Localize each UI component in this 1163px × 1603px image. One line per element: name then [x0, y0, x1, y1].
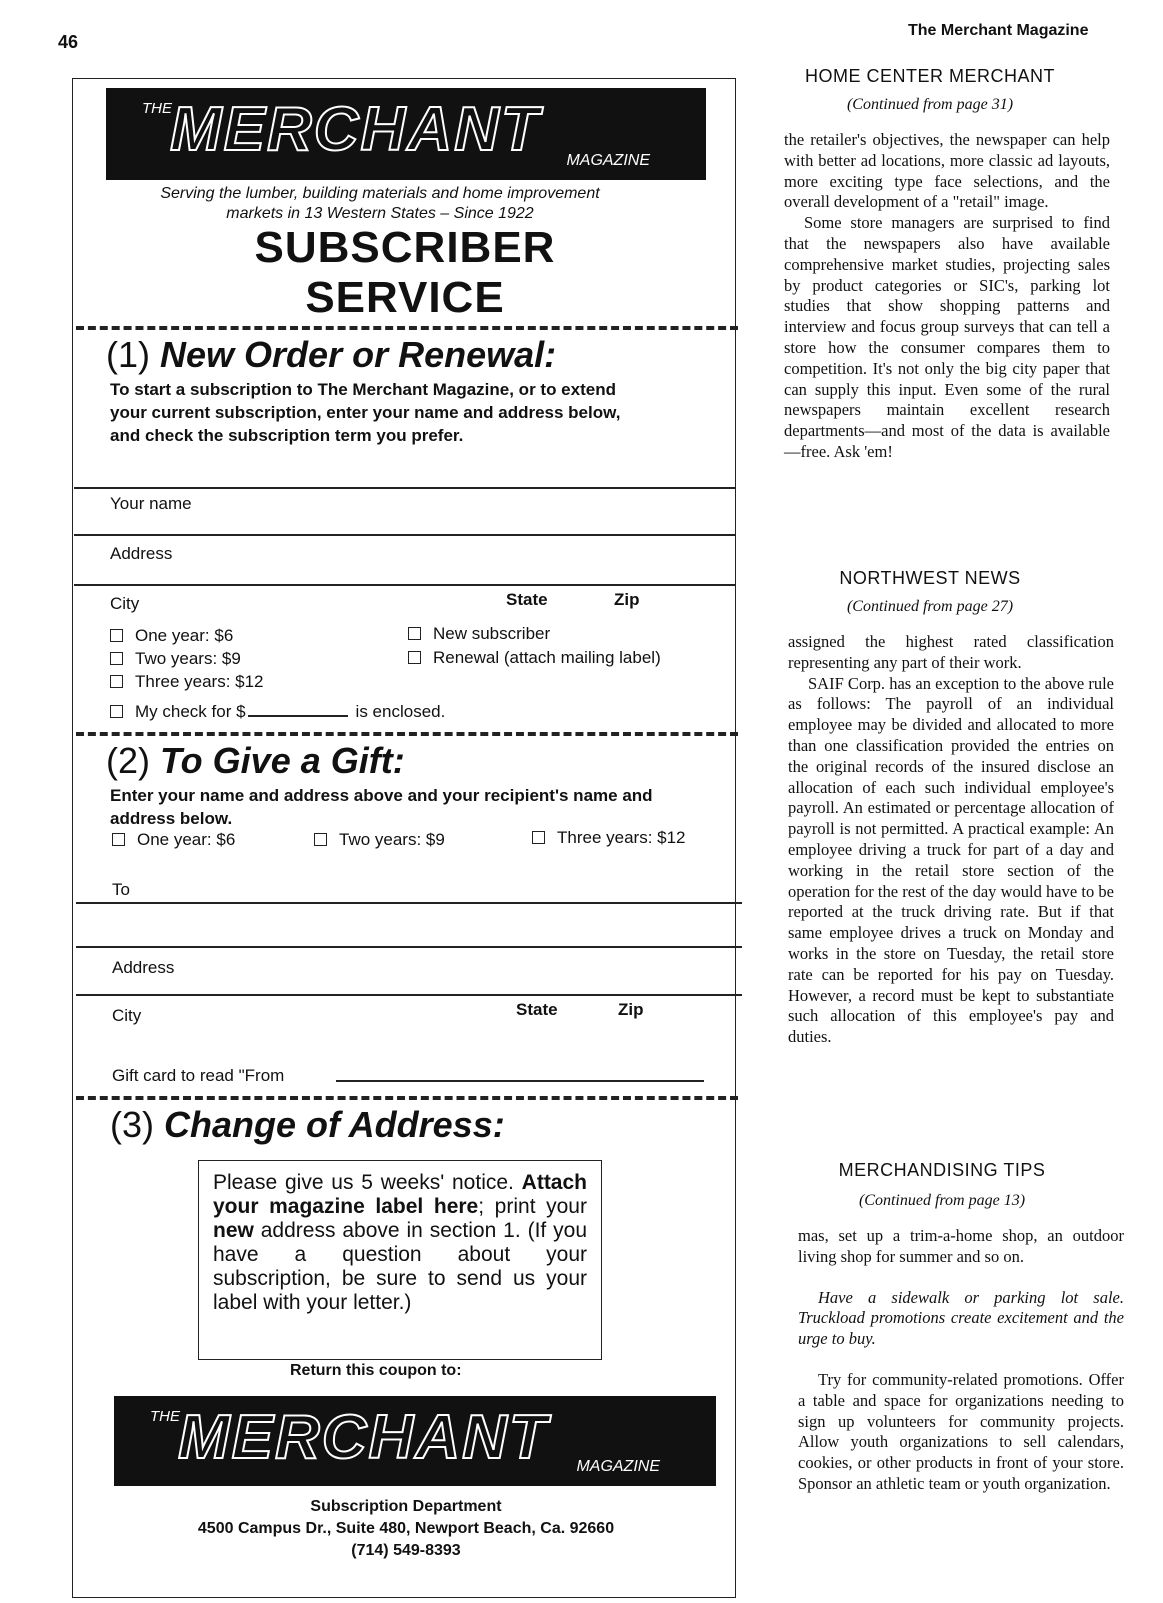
gift-address-label: Address — [112, 958, 175, 977]
option-three-years[interactable] — [110, 672, 264, 692]
checkbox[interactable] — [408, 627, 421, 640]
check-label-end: is enclosed. — [355, 702, 446, 721]
heading-merchandising-tips: MERCHANDISING TIPS — [838, 1160, 1046, 1180]
gift-state-label: State — [516, 1000, 558, 1019]
rule — [76, 994, 742, 996]
continued-home-center: (Continued from page 31) — [846, 96, 1014, 113]
option-label: Three years: $12 — [557, 828, 686, 847]
section-1-text-1: To start a subscription to The Merchant Magazine, or to extend — [110, 380, 616, 399]
paragraph: Try for community-related promotions. Offer a table and space for organizations needing to sign up volunteers for community projects. Allow youth organizations to sell calendars, cookies, or other products in front of your store. Sponsor an athletic team or youth organization. — [798, 1369, 1124, 1493]
section-1-text-3: and check the subscription term you prefer. — [110, 426, 464, 445]
city-label: City — [110, 594, 140, 613]
phone-number: (714) 549-8393 — [351, 1542, 461, 1559]
heading-northwest: NORTHWEST NEWS — [839, 568, 1021, 588]
paragraph: mas, set up a trim-a-home shop, an outdoor living shop for summer and so on. — [798, 1226, 1124, 1266]
subscription-department: Subscription Department — [310, 1498, 502, 1515]
logo-the: THE — [142, 100, 172, 117]
option-label: One year: $6 — [135, 626, 234, 645]
option-label: Two years: $9 — [339, 830, 445, 849]
tagline-line-2: markets in 13 Western States – Since 1922 — [226, 205, 534, 222]
section-2-text-2: address below. — [110, 809, 233, 828]
paragraph: Have a sidewalk or parking lot sale. Truckload promotions create excitement and the urge to buy. — [798, 1287, 1124, 1349]
state-label: State — [506, 590, 548, 609]
to-label: To — [112, 880, 130, 899]
logo-magazine: MAGAZINE — [566, 152, 650, 169]
heading-home-center: HOME CENTER MERCHANT — [804, 66, 1055, 86]
notice-text-3: address above in section 1. (If you have a question about your subscription, be sure to send us your label with your letter.) — [213, 1219, 587, 1314]
check-label: My check for $ — [135, 702, 246, 721]
running-head: The Merchant Magazine — [908, 22, 1089, 39]
checkbox[interactable] — [110, 675, 123, 688]
gift-card-label: Gift card to read "From — [112, 1066, 285, 1085]
gift-option-three-years[interactable] — [532, 828, 686, 848]
section-1-number: (1) — [106, 334, 150, 375]
cut-line — [76, 1096, 738, 1100]
section-2-text-1: Enter your name and address above and your recipient's name and — [110, 786, 653, 805]
cut-line — [76, 732, 738, 736]
paragraph: assigned the highest rated classification representing any part of their work. — [788, 632, 1114, 672]
checkbox[interactable] — [532, 831, 545, 844]
rule — [76, 902, 742, 904]
option-one-year[interactable] — [110, 626, 233, 646]
option-check-enclosed[interactable] — [110, 702, 445, 722]
gift-option-one-year[interactable] — [112, 830, 235, 850]
gift-zip-label: Zip — [618, 1000, 644, 1019]
gift-card-line[interactable] — [336, 1080, 704, 1082]
rule — [76, 946, 742, 948]
option-label: New subscriber — [433, 624, 551, 643]
address-label: Address — [110, 544, 173, 563]
checkbox[interactable] — [110, 705, 123, 718]
notice-text-2: Attach your magazine label here — [213, 1171, 587, 1218]
checkbox[interactable] — [110, 629, 123, 642]
rule — [74, 487, 736, 489]
article-home-center — [784, 130, 1110, 463]
section-2-title: To Give a Gift: — [160, 740, 405, 781]
option-label: Two years: $9 — [135, 649, 241, 668]
notice-text-new: new — [213, 1219, 254, 1242]
continued-merchandising-tips: (Continued from page 13) — [858, 1192, 1026, 1209]
option-two-years[interactable] — [110, 649, 241, 669]
option-new-subscriber[interactable] — [408, 624, 550, 644]
article-merchandising-tips — [798, 1226, 1124, 1495]
notice-box — [198, 1160, 602, 1360]
continued-northwest: (Continued from page 27) — [846, 598, 1014, 615]
paragraph: SAIF Corp. has an exception to the above rule as follows: The payroll of an individual employee may be divided and allocated to more than one classification provided the entries on the original records of the insured disclose an allocation of each such individual employee's payroll. An estimated or percentage allocation of payroll is not permitted. A practical example: An employee driving a truck for part of a day and working in the retail store section of the operation for the rest of the day would have to be reported at the truck driving rate. But if that same employee drives a truck on Monday and works in the store on Tuesday, the retail store rate can be reported for his pay on Tuesday. However, a record must be kept to substantiate such allocation of this employee's pay and duties. — [788, 673, 1114, 1047]
article-northwest — [788, 632, 1114, 1048]
logo-name: MERCHANT — [170, 95, 541, 164]
section-1-title: New Order or Renewal: — [160, 334, 557, 375]
section-1-heading — [106, 334, 556, 376]
option-label: Three years: $12 — [135, 672, 264, 691]
merchant-logo — [106, 88, 706, 180]
section-3-number: (3) — [110, 1104, 154, 1145]
zip-label: Zip — [614, 590, 640, 609]
section-2-number: (2) — [106, 740, 150, 781]
rule — [74, 584, 736, 586]
check-amount-line[interactable] — [248, 715, 348, 717]
notice-text-2b: ; print your — [478, 1195, 587, 1218]
option-label: Renewal (attach mailing label) — [433, 648, 661, 667]
option-label: One year: $6 — [137, 830, 236, 849]
mailing-address: 4500 Campus Dr., Suite 480, Newport Beach, Ca. 92660 — [197, 1520, 615, 1537]
section-3-title: Change of Address: — [164, 1104, 505, 1145]
rule — [74, 534, 736, 536]
paragraph: the retailer's objectives, the newspaper can help with better ad locations, more classic ad layouts, more exciting type face selections, and the overall development of a "retail" image. — [784, 130, 1110, 212]
notice-text-1: Please give us 5 weeks' notice. — [213, 1171, 514, 1194]
checkbox[interactable] — [110, 652, 123, 665]
paragraph: Some store managers are surprised to find that the newspapers also have available comprehensive market studies, projecting sales by product categories or SIC's, parking lot studies that show shopping patterns and interview and focus group surveys that can tell a store how the consumer compares them to competition. It's not only the big city paper that can supply this input. Even some of the rural newspapers maintain excellent research departments—and most of the data is available—free. Ask 'em! — [784, 213, 1110, 461]
your-name-label: Your name — [110, 494, 192, 513]
section-2-heading — [106, 740, 405, 782]
section-3-heading — [110, 1104, 505, 1146]
logo-magazine: MAGAZINE — [576, 1458, 660, 1475]
checkbox[interactable] — [408, 651, 421, 664]
logo-the: THE — [150, 1408, 180, 1425]
logo-name: MERCHANT — [178, 1403, 549, 1472]
return-coupon-to: Return this coupon to: — [290, 1362, 462, 1379]
title-service: SERVICE — [305, 273, 505, 322]
gift-option-two-years[interactable] — [314, 830, 445, 850]
gift-city-label: City — [112, 1006, 142, 1025]
checkbox[interactable] — [314, 833, 327, 846]
checkbox[interactable] — [112, 833, 125, 846]
cut-line — [76, 326, 738, 330]
section-1-text-2: your current subscription, enter your name and address below, — [110, 403, 621, 422]
merchant-logo-bottom — [114, 1396, 716, 1486]
page-number: 46 — [58, 32, 79, 52]
title-subscriber: SUBSCRIBER — [254, 223, 556, 272]
option-renewal[interactable] — [408, 648, 661, 668]
tagline-line-1: Serving the lumber, building materials and home improvement — [160, 185, 600, 202]
